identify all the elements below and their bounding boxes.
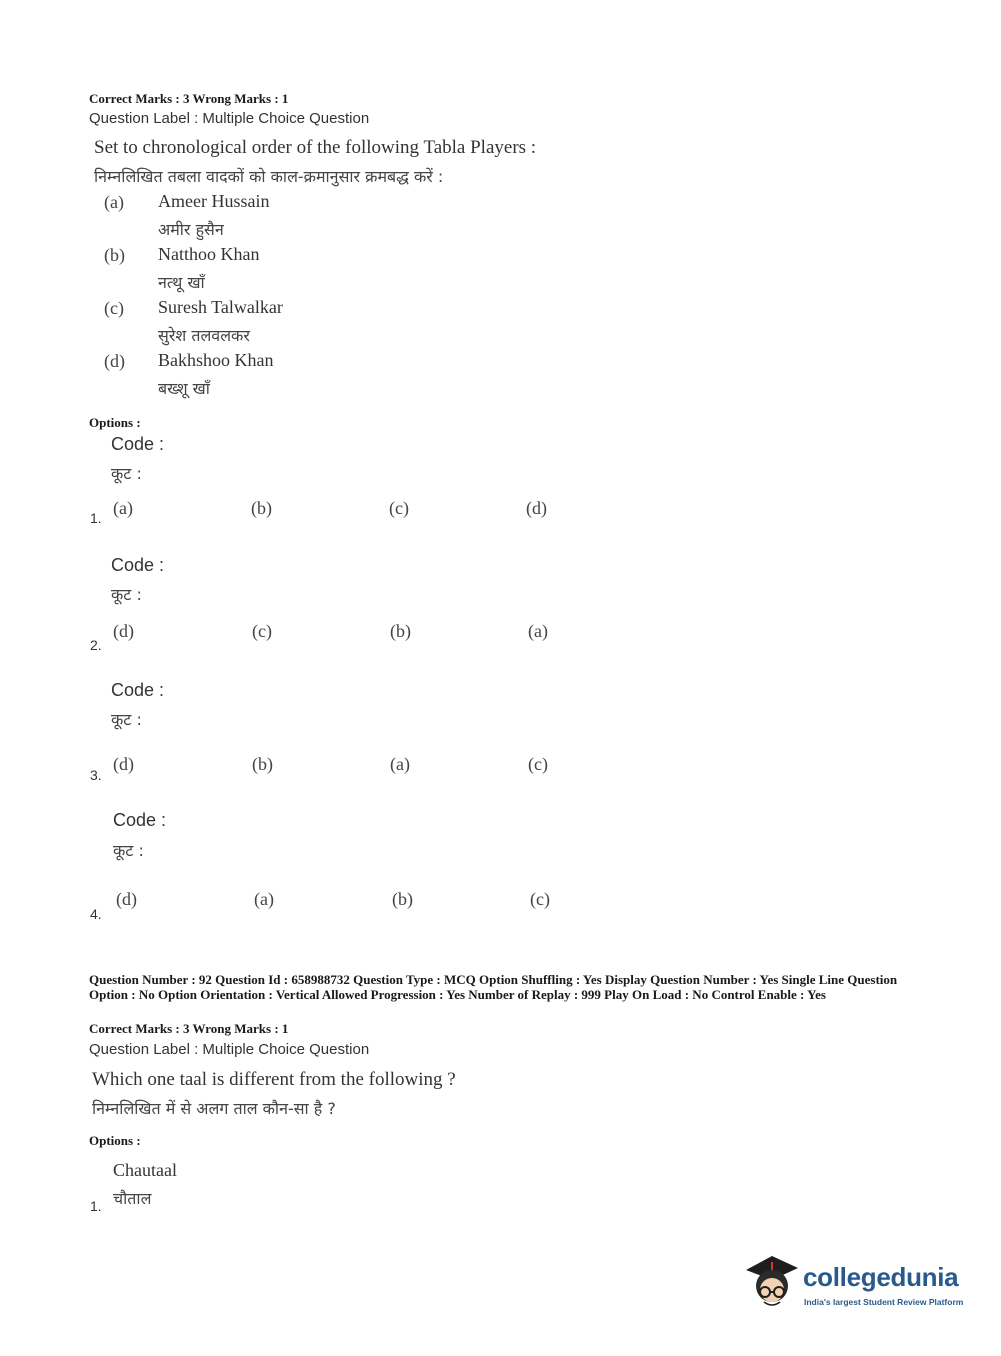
q1-item-name-hi: अमीर हुसैन [158,220,224,239]
option-seq: (a) [254,889,274,909]
option-code-hi: कूट : [111,464,142,483]
q2-meta: Question Number : 92 Question Id : 658988732 Question Type : MCQ Option Shuffling : Yes Display Question Number : Yes Single Line Question Option : No Option Orientation : Vertical Allowed Progression : Yes Number of Replay : 999 Play On Load : No Control Enable : Yes [89,972,898,1002]
q2-label: Question Label : Multiple Choice Question [89,1041,370,1058]
option-seq: (b) [252,754,273,774]
option-number[interactable]: 1. [90,510,102,526]
q1-item-name-hi: सुरेश तलवलकर [158,326,250,345]
option-seq: (d) [113,621,134,641]
q1-options-label: Options : [89,415,141,430]
option-code-hi: कूट : [111,710,142,729]
option-number[interactable]: 2. [90,637,102,653]
option-code: Code : [113,810,167,830]
q1-item-letter: (c) [104,298,124,318]
option-seq: (b) [392,889,413,909]
option-seq: (d) [526,498,547,518]
option-seq: (a) [390,754,410,774]
q1-item-letter: (b) [104,245,125,265]
q2-option-text: Chautaal [113,1160,177,1180]
q1-item-name-hi: नत्थू खाँ [158,273,205,292]
option-number[interactable]: 1. [90,1198,102,1214]
logo-tagline: India's largest Student Review Platform [804,1297,964,1307]
option-code: Code : [111,555,165,575]
option-seq: (b) [390,621,411,641]
option-code-hi: कूट : [113,841,144,860]
q1-item-name: Natthoo Khan [158,244,260,264]
option-code-hi: कूट : [111,585,142,604]
q1-item-name: Suresh Talwalkar [158,297,283,317]
q2-text-hi: निम्नलिखित में से अलग ताल कौन-सा है ? [92,1099,336,1118]
logo-mascot-icon [742,1250,802,1312]
q2-option-text-hi: चौताल [113,1189,152,1208]
q2-marks: Correct Marks : 3 Wrong Marks : 1 [89,1021,289,1036]
q1-item-name: Bakhshoo Khan [158,350,274,370]
q1-item-name: Ameer Hussain [158,191,270,211]
option-seq: (d) [113,754,134,774]
option-seq: (c) [528,754,548,774]
q1-item-letter: (a) [104,192,124,212]
q2-text-en: Which one taal is different from the following ? [92,1069,456,1090]
option-number[interactable]: 4. [90,906,102,922]
q1-text-hi: निम्नलिखित तबला वादकों को काल-क्रमानुसार क्रमबद्ध करें : [94,167,444,186]
option-seq: (d) [116,889,137,909]
q1-marks: Correct Marks : 3 Wrong Marks : 1 [89,91,289,106]
option-seq: (c) [530,889,550,909]
logo-brand-text: collegedunia [803,1262,959,1292]
option-seq: (c) [252,621,272,641]
option-number[interactable]: 3. [90,767,102,783]
q2-options-label: Options : [89,1133,141,1148]
q1-item-letter: (d) [104,351,125,371]
option-seq: (a) [528,621,548,641]
option-code: Code : [111,680,165,700]
option-seq: (c) [389,498,409,518]
option-seq: (a) [113,498,133,518]
q1-text-en: Set to chronological order of the following Tabla Players : [94,137,537,158]
option-code: Code : [111,434,165,454]
q1-item-name-hi: बख्शू खाँ [158,379,210,398]
q1-label: Question Label : Multiple Choice Question [89,110,370,127]
option-seq: (b) [251,498,272,518]
